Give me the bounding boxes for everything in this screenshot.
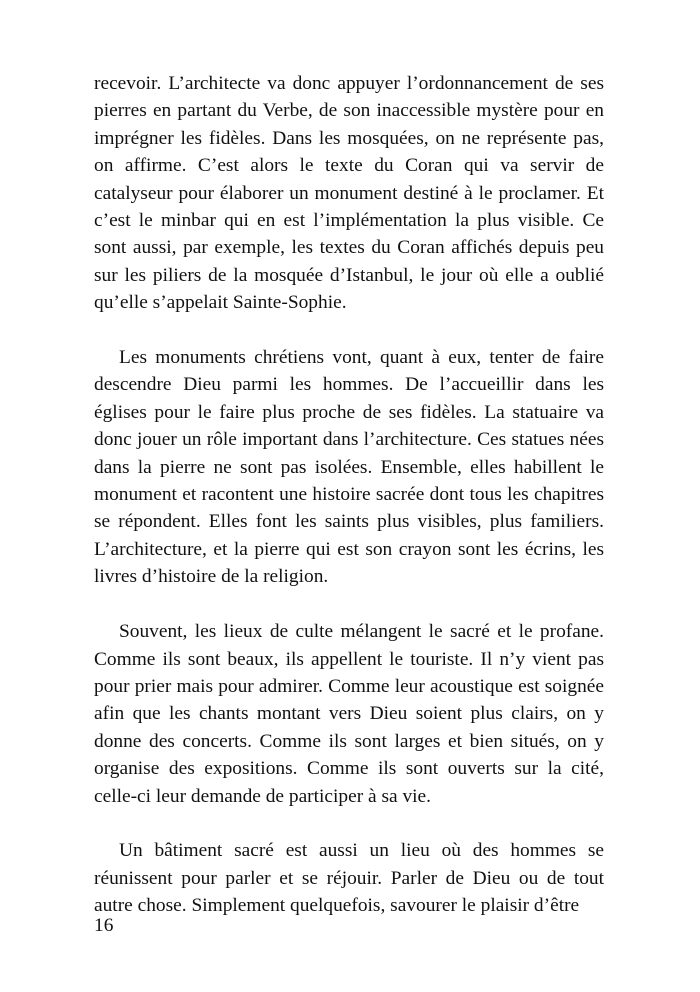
- paragraph-2: Les monuments chrétiens vont, quant à eux, tenter de faire descendre Dieu parmi les hommes. De l’accueillir dans les églises pour le faire plus proche de ses fidèles. La statuaire va donc jouer un rôle important dans l’architecture. Ces statues nées dans la pierre ne sont pas isolées. Ensemble, elles habillent le monument et racontent une histoire sacrée dont tous les chapitres se répondent. Elles font les saints plus visibles, plus familiers. L’architecture, et la pierre qui est son crayon sont les écrins, les livres d’histoire de la religion.: [94, 347, 604, 588]
- paragraph-1: recevoir. L’architecte va donc appuyer l’ordonnancement de ses pierres en partant du Verbe, de son inaccessible mystère pour en imprégner les fidèles. Dans les mosquées, on ne représente pas, on affirme. C’est alors le texte du Coran qui va servir de catalyseur pour élaborer un monument destiné à le proclamer. Et c’est le minbar qui en est l’implémentation la plus visible. Ce sont aussi, par exemple, les textes du Coran affichés depuis peu sur les piliers de la mosquée d’Istanbul, le jour où elle a oublié qu’elle s’appelait Sainte-Sophie.: [94, 73, 604, 314]
- page-number: 16: [94, 915, 114, 936]
- paragraph-3: Souvent, les lieux de culte mélangent le sacré et le profane. Comme ils sont beaux, ils appellent le touriste. Il n’y vient pas pour prier mais pour admirer. Comme leur acoustique est soignée afin que les chants montant vers Dieu soient plus clairs, on y donne des concerts. Comme ils sont larges et bien situés, on y organise des expositions. Comme ils sont ouverts sur la cité, celle-ci leur demande de participer à sa vie.: [94, 621, 604, 807]
- page-body: [94, 70, 604, 920]
- paragraph-4: Un bâtiment sacré est aussi un lieu où des hommes se réunissent pour parler et se réjouir. Parler de Dieu ou de tout autre chose. Simplement quelquefois, savourer le plaisir d’être: [94, 840, 604, 917]
